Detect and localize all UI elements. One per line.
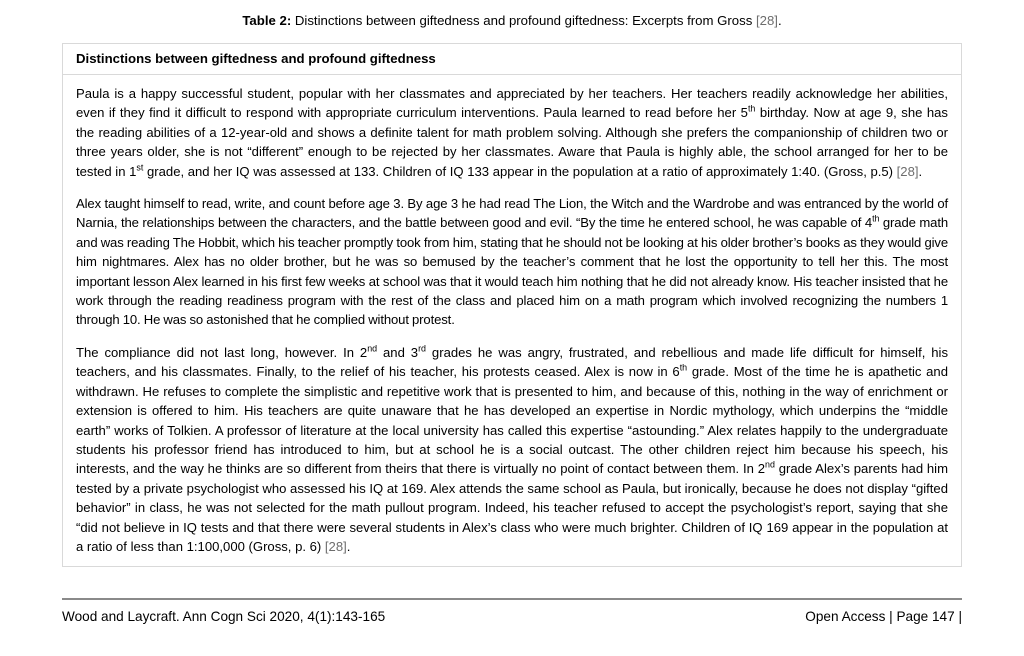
table-caption (62, 13, 962, 29)
citation-reference: [28] (324, 538, 347, 554)
ordinal-superscript: th (872, 214, 880, 225)
table-paragraph: Alex taught himself to read, write, and count before age 3. By age 3 he had read The Lion, the Witch and the Wardrobe and was entranced by the world of Narnia, the relationships between the characters, and the battle between good and evil. “By the time he entered school, he was capable of 4th grade math and was reading The Hobbit, which his teacher promptly took from him, stating that he should not be looking at his older brother’s books as they would give him nightmares. Alex has no older brother, but he was so bemused by the teacher’s comment that he lost the opportunity to tell her this. The most important lesson Alex learned in his first few weeks at school was that it would teach him nothing that he did not already know. His teacher insisted that he work through the reading readiness program with the rest of the class and placed him on a math program which involved recognizing the numbers 1 through 10. He was so astonished that he complied without protest. (76, 196, 949, 328)
table-paragraph: The compliance did not last long, however. In 2nd and 3rd grades he was angry, frustrated, and rebellious and made life difficult for himself, his teachers, and his classmates. Finally, to the relief of his teacher, his protests ceased. Alex is now in 6th grade. Most of the time he is apathetic and withdrawn. He refuses to complete the simplistic and repetitive work that is presented to him, and because of this, nothing in the way of enrichment or extension is offered to him. His teachers are quite unaware that he has developed an expertise in Nordic mythology, which underpins the “middle earth” works of Tolkien. A professor of literature at the local university has called this expertise “astounding.” Alex relates happily to the undergraduate students his professor friend has introduced to him, but at school he is a social outcast. The other children reject him because his speech, his interests, and the way he thinks are so different from theirs that there is virtually no point of contact between them. In 2nd grade Alex’s parents had him tested by a private psychologist who assessed his IQ at 169. Alex attends the same school as Paula, but ironically, because he does not display “gifted behavior” in class, he was not selected for the math pullout program. Indeed, his teacher refused to accept the psychologist’s report, saying that she “did not believe in IQ tests and that there were several students in Alex’s class who were much brighter. Children of IQ 169 appear in the population at a ratio of less than 1:100,000 (Gross, p. 6) [28]. (76, 343, 949, 554)
citation-reference: [28] (896, 163, 919, 179)
ordinal-superscript: nd (765, 459, 775, 470)
ordinal-superscript: th (679, 362, 688, 373)
ordinal-superscript: st (136, 162, 144, 173)
footer-divider (62, 598, 962, 600)
table-body (63, 75, 961, 566)
table-paragraph: Paula is a happy successful student, popular with her classmates and appreciated by her teachers. Her teachers readily acknowledge her abilities, even if they find it difficult to respond with appropriate curriculum interventions. Paula learned to read before her 5th birthday. Now at age 9, she has the reading abilities of a 12-year-old and shows a definite talent for math problem solving. Although she prefers the companionship of children two or three years older, she is not “different” enough to be rejected by her classmates. Aware that Paula is highly able, the school arranged for her to be tested in 1st grade, and her IQ was assessed at 133. Children of IQ 133 appear in the population at a ratio of approximately 1:40. (Gross, p.5) [28]. (76, 86, 948, 179)
table-caption-text: Distinctions between giftedness and profound giftedness: Excerpts from Gross (291, 13, 756, 28)
footer-access-page: Open Access | Page 147 | (805, 609, 962, 624)
table-caption-period: . (777, 13, 782, 28)
table-header-row: Distinctions between giftedness and profound giftedness (63, 44, 961, 75)
ordinal-superscript: nd (367, 343, 378, 354)
footer-citation: Wood and Laycraft. Ann Cogn Sci 2020, 4(1):143-165 (62, 609, 386, 624)
table-caption-label: Table 2: (242, 13, 292, 28)
table-caption-reference: [28] (755, 13, 778, 28)
ordinal-superscript: rd (418, 343, 426, 354)
page-footer (62, 608, 962, 626)
ordinal-superscript: th (747, 104, 756, 115)
distinctions-table (62, 43, 962, 567)
